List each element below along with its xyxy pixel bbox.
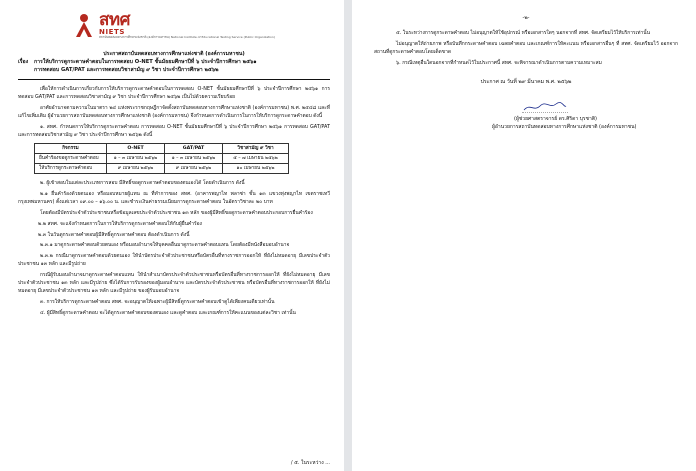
table-header-row xyxy=(35,143,289,153)
item-2-2: ๒.๒ สทศ. จะแจ้งกำหนดการในการให้บริการดูกระดาษคำตอบให้กับผู้ยื่นคำร้อง xyxy=(38,220,202,227)
item-1: ๑. สทศ. กำหนดการให้บริการดูกระดาษคำตอบ การทดสอบ O-NET ชั้นมัธยมศึกษาปีที่ ๖ ประจำปีการศึกษา ๒๕๖๑ การทดสอบ GAT/PAT และการทดสอบวิชาสามัญ ๙ วิชา ประจำปีการศึกษา ๒๕๖๒ ดังนี้ xyxy=(18,123,330,138)
logo-emblem-icon xyxy=(73,12,95,38)
niets-logo xyxy=(18,6,330,44)
announcement-date: ประกาศ ณ วันที่ ๒๙ มีนาคม พ.ศ. ๒๕๖๒ xyxy=(480,78,572,85)
signer-title: ผู้อำนวยการสถาบันทดสอบทางการศึกษาแห่งชาติ (องค์การมหาชน) xyxy=(492,123,637,130)
table-row xyxy=(35,153,289,163)
schedule-table xyxy=(34,143,289,174)
signature-block xyxy=(492,104,678,131)
table-header-cell: O-NET xyxy=(107,143,165,153)
item-5: ๕. ในระหว่างการดูกระดาษคำตอบ ไม่อนุญาตให้ใช้อุปกรณ์ หรือเอกสารใดๆ นอกจากที่ สทศ. จัดเตรียมไว้ให้บริการเท่านั้น xyxy=(396,30,650,36)
table-header-cell: กิจกรรม xyxy=(35,143,107,153)
item-2-3-2: ๒.๓.๒ กรณีมาดูกระดาษคำตอบด้วยตนเอง ให้นำบัตรประจำตัวประชาชนหรือบัตรอื่นที่ทางราชการออกให้ ที่ยังไม่หมดอายุ มีเลขประจำตัวประชาชน ๑๓ หลัก และมีรูปถ่าย xyxy=(18,253,330,268)
subject-text: การให้บริการดูกระดาษคำตอบในการทดสอบ O-NET ชั้นมัธยมศึกษาปีที่ ๖ ประจำปีการศึกษา ๒๕๖๑ xyxy=(34,59,257,66)
table-cell: ๙ เมษายน ๒๕๖๒ xyxy=(107,163,165,173)
document-page-1 xyxy=(0,0,344,471)
title-divider xyxy=(18,79,330,80)
table-cell: ๑ – ๓ เมษายน ๒๕๖๒ xyxy=(107,153,165,163)
item-6: ๖. กรณีเหตุอื่นใดนอกจากที่กำหนดไว้ในประกาศนี้ สทศ. จะพิจารณาดำเนินการตามความเหมาะสม xyxy=(396,59,602,66)
item-3: ๓. การให้บริการดูกระดาษคำตอบ สทศ. จะอนุญาตให้เฉพาะผู้มีสิทธิ์ดูกระดาษคำตอบเข้าดูได้เพียงคนเดียวเท่านั้น xyxy=(40,299,275,306)
subject-line xyxy=(18,58,330,74)
item-5-prohibition: ไม่อนุญาตให้ถ่ายภาพ หรือบันทึกกระดาษคำตอบ เฉลยคำตอบ และเกณฑ์การให้คะแนน หรือเอกสารอื่นๆ ที่ สทศ. จัดเตรียมไว้ ออกจากสถานที่ดูกระดาษคำตอบโดยเด็ดขาด xyxy=(374,40,678,55)
item-2: ๒. ผู้เข้าสอบในแต่ละประเภทการสอบ มีสิทธิ์ขอดูกระดาษคำตอบของตนเองได้ โดยดำเนินการ ดังนี้ xyxy=(40,179,245,186)
table-cell: ๑ – ๓ เมษายน ๒๕๖๒ xyxy=(165,153,223,163)
item-2-1: ๒.๑ ยื่นคำร้องด้วยตนเอง หรือมอบหมายผู้แทน ณ ที่ทำการของ สทศ. (อาคารพญาไท พลาซ่า ชั้น ๑๓ แขวงทุ่งพญาไท เขตราชเทวี กรุงเทพมหานคร) ตั้งแต่เวลา ๐๙.๐๐ – ๑๖.๐๐ น. และชำระเงินค่าธรรมเนียมการดูกระดาษคำตอบ ในอัตราวิชาละ ๒๐ บาท xyxy=(18,190,330,205)
item-2-1-requirement: โดยต้องมีบัตรประจำตัวประชาชนหรือข้อมูลเลขประจำตัวประชาชน ๑๓ หลัก ของผู้มีสิทธิ์ขอดูกระดาษคำตอบประกอบการยื่นคำร้อง xyxy=(40,209,313,216)
logo-tagline: สถาบันทดสอบทางการศึกษาแห่งชาติ (องค์การมหาชน) National Institute of Educational Testing Service (Public Organization) xyxy=(99,34,275,39)
subject-label: เรื่อง xyxy=(18,59,29,66)
legal-basis-paragraph: อาศัยอำนาจตามความในมาตรา ๒๔ แห่งพระราชกฤษฎีกาจัดตั้งสถาบันทดสอบทางการศึกษาแห่งชาติ (องค์การมหาชน) พ.ศ. ๒๕๔๘ และที่แก้ไขเพิ่มเติม ผู้อำนวยการสถาบันทดสอบทางการศึกษาแห่งชาติ (องค์การมหาชน) จึงกำหนดการดำเนินการในการให้บริการดูกระดาษคำตอบ ดังนี้ xyxy=(18,105,330,119)
item-2-3: ๒.๓ ในวันดูกระดาษคำตอบผู้มีสิทธิ์ดูกระดาษคำตอบ ต้องดำเนินการ ดังนี้ xyxy=(38,231,190,238)
subject-continuation: การทดสอบ GAT/PAT และการทดสอบวิชาสามัญ ๙ วิชา ประจำปีการศึกษา ๒๕๖๒ xyxy=(34,67,219,74)
item-2-3-proxy: กรณีผู้รับมอบอำนาจมาดูกระดาษคำตอบแทน ให้นำสำเนาบัตรประจำตัวประชาชนหรือบัตรอื่นที่ทางราชการออกให้ ที่ยังไม่หมดอายุ มีเลขประจำตัวประชาชน ๑๓ หลัก และมีรูปถ่าย ซึ่งได้รับการรับรองของผู้มอบอำนาจ และบัตรประจำตัวประชาชน หรือบัตรอื่นที่ทางราชการออกให้ ที่ยังไม่หมดอายุ มีเลขประจำตัวประชาชน ๑๓ หลัก และมีรูปถ่าย ของผู้รับมอบอำนาจ xyxy=(18,272,330,295)
logo-main-text: สทศ xyxy=(99,9,130,30)
announcement-title: ประกาศสถาบันทดสอบทางการศึกษาแห่งชาติ (องค์การมหาชน) xyxy=(103,51,245,57)
page-number: -๒- xyxy=(522,15,530,21)
table-cell: ให้บริการดูกระดาษคำตอบ xyxy=(35,163,107,173)
continued-footer: / ๕. ในระหว่าง ... xyxy=(290,460,330,466)
signer-name: (ผู้ช่วยศาสตราจารย์ ดร.ศิริดา บุรชาติ) xyxy=(514,115,598,122)
table-header-cell: วิชาสามัญ ๙ วิชา xyxy=(223,143,289,153)
signature-icon xyxy=(522,104,568,113)
logo-sub-text: NIETS xyxy=(99,27,126,36)
table-header-cell: GAT/PAT xyxy=(165,143,223,153)
document-page-2 xyxy=(352,0,696,471)
item-4: ๔. ผู้มีสิทธิ์ดูกระดาษคำตอบ จะได้ดูกระดาษคำตอบของตนเอง และดูคำตอบ และเกณฑ์การให้คะแนนของแต่ละวิชา เท่านั้น xyxy=(40,310,296,316)
table-cell: ๑๐ เมษายน ๒๕๖๒ xyxy=(223,163,289,173)
table-cell: ๕ – ๗ เมษายน ๒๕๖๒ xyxy=(223,153,289,163)
table-cell: ๙ เมษายน ๒๕๖๒ xyxy=(165,163,223,173)
intro-paragraph: เพื่อให้การดำเนินการเกี่ยวกับการให้บริการดูกระดาษคำตอบในการทดสอบ O-NET ชั้นมัธยมศึกษาปีที่ ๖ ประจำปีการศึกษา ๒๕๖๑ การทดสอบ GAT/PAT และการทดสอบวิชาสามัญ ๙ วิชา ประจำปีการศึกษา ๒๕๖๒ เป็นไปด้วยความเรียบร้อย xyxy=(18,86,330,101)
item-2-3-1: ๒.๓.๑ มาดูกระดาษคำตอบด้วยตนเอง หรือมอบอำนาจให้บุคคลอื่นมาดูกระดาษคำตอบแทน โดยต้องมีหนังสือมอบอำนาจ xyxy=(40,242,290,249)
table-row xyxy=(35,163,289,173)
table-cell: ยื่นคำร้องขอดูกระดาษคำตอบ xyxy=(35,153,107,163)
page-gap xyxy=(344,0,352,471)
